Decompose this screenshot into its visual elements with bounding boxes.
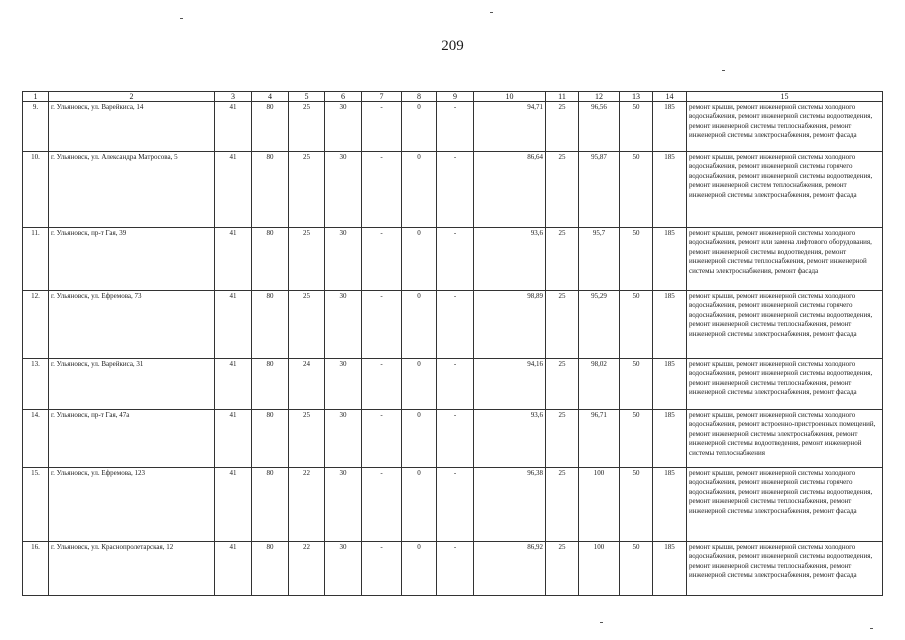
column-header: 15 [687, 92, 883, 102]
table-cell: 185 [653, 291, 687, 359]
table-cell: 98,89 [474, 291, 546, 359]
table-cell: 93,6 [474, 228, 546, 291]
work-types: ремонт крыши, ремонт инженерной системы холодного водоснабжения, ремонт или замена лифтового оборудования, ремонт инженерной системы водоотведения, ремонт инженерной системы теплоснабжения, ремонт инженерной системы электроснабжения, ремонт фасада [687, 228, 883, 291]
table-cell: 30 [325, 228, 362, 291]
table-cell: 185 [653, 410, 687, 468]
building-address: г. Ульяновск, пр-т Гая, 47а [49, 410, 215, 468]
table-cell: - [437, 410, 474, 468]
table-row [23, 468, 883, 542]
table-cell: 50 [620, 468, 653, 542]
table-cell: - [362, 542, 402, 596]
column-header: 6 [325, 92, 362, 102]
scan-speck [180, 18, 183, 19]
table-cell: 25 [546, 152, 579, 228]
table-cell: 25 [289, 410, 325, 468]
table-cell: 80 [252, 468, 289, 542]
scan-speck [722, 70, 725, 71]
building-address: г. Ульяновск, пр-т Гая, 39 [49, 228, 215, 291]
table-cell: 25 [546, 410, 579, 468]
work-types: ремонт крыши, ремонт инженерной системы холодного водоснабжения, ремонт инженерной системы горячего водоснабжения, ремонт инженерной системы водоотведения, ремонт инженерной систем теплоснабжения, ремонт инженерной системы электроснабжения, ремонт фасада [687, 152, 883, 228]
table-cell: 41 [215, 102, 252, 152]
table-cell: 30 [325, 291, 362, 359]
column-header: 1 [23, 92, 49, 102]
table-cell: 94,16 [474, 359, 546, 410]
table-cell: 95,7 [579, 228, 620, 291]
table-cell: 25 [289, 291, 325, 359]
table-cell: - [437, 228, 474, 291]
table-row [23, 542, 883, 596]
table-cell: - [362, 410, 402, 468]
table-cell: 94,71 [474, 102, 546, 152]
column-header: 14 [653, 92, 687, 102]
table-cell: 98,02 [579, 359, 620, 410]
column-header: 2 [49, 92, 215, 102]
table-cell: 80 [252, 228, 289, 291]
table-cell: 0 [402, 542, 437, 596]
table-cell: 22 [289, 468, 325, 542]
table-cell: 30 [325, 359, 362, 410]
table-cell: 96,71 [579, 410, 620, 468]
column-header: 11 [546, 92, 579, 102]
table-cell: 86,64 [474, 152, 546, 228]
column-header: 10 [474, 92, 546, 102]
table-cell: 25 [546, 468, 579, 542]
table-cell: 80 [252, 359, 289, 410]
row-number: 12. [23, 291, 49, 359]
table-cell: 100 [579, 542, 620, 596]
table-cell: 0 [402, 291, 437, 359]
table-row [23, 152, 883, 228]
table-cell: 41 [215, 542, 252, 596]
work-types: ремонт крыши, ремонт инженерной системы холодного водоснабжения, ремонт инженерной системы водоотведения, ремонт инженерной системы теплоснабжения, ремонт инженерной системы электроснабжения, ремонт фасада [687, 102, 883, 152]
table-row [23, 359, 883, 410]
table-cell: - [362, 228, 402, 291]
table-cell: 22 [289, 542, 325, 596]
table-cell: 41 [215, 152, 252, 228]
table-cell: 185 [653, 468, 687, 542]
table-cell: 0 [402, 410, 437, 468]
column-header: 12 [579, 92, 620, 102]
work-types: ремонт крыши, ремонт инженерной системы холодного водоснабжения, ремонт встроенно-пристроенных помещений, ремонт инженерной системы электроснабжения, ремонт инженерной системы водоотведения, ремонт инженерной системы теплоснабжения [687, 410, 883, 468]
page-number: 209 [441, 38, 464, 54]
table-cell: 25 [546, 542, 579, 596]
table-cell: - [362, 291, 402, 359]
table-cell: 96,56 [579, 102, 620, 152]
row-number: 9. [23, 102, 49, 152]
column-header: 5 [289, 92, 325, 102]
table-cell: 50 [620, 152, 653, 228]
table-cell: 30 [325, 410, 362, 468]
table-cell: 41 [215, 228, 252, 291]
column-header: 8 [402, 92, 437, 102]
table-cell: - [362, 152, 402, 228]
table-cell: - [362, 468, 402, 542]
work-types: ремонт крыши, ремонт инженерной системы холодного водоснабжения, ремонт инженерной системы водоотведения, ремонт инженерной системы теплоснабжения, ремонт инженерной системы электроснабжения, ремонт фасада [687, 359, 883, 410]
row-number: 11. [23, 228, 49, 291]
table-cell: 25 [546, 291, 579, 359]
table-cell: 95,29 [579, 291, 620, 359]
table-cell: 41 [215, 359, 252, 410]
table-cell: 80 [252, 152, 289, 228]
row-number: 10. [23, 152, 49, 228]
column-number-row [23, 92, 883, 102]
table-cell: - [437, 542, 474, 596]
table-cell: 25 [289, 152, 325, 228]
repair-register-table [22, 91, 883, 596]
table-cell: 0 [402, 468, 437, 542]
table-cell: 185 [653, 228, 687, 291]
table-cell: 185 [653, 152, 687, 228]
column-header: 3 [215, 92, 252, 102]
table-cell: 185 [653, 359, 687, 410]
column-header: 9 [437, 92, 474, 102]
building-address: г. Ульяновск, ул. Варейкиса, 14 [49, 102, 215, 152]
scan-speck [490, 12, 493, 13]
table-cell: 100 [579, 468, 620, 542]
table-cell: 80 [252, 542, 289, 596]
table-row [23, 291, 883, 359]
table-cell: 30 [325, 102, 362, 152]
row-number: 13. [23, 359, 49, 410]
work-types: ремонт крыши, ремонт инженерной системы холодного водоснабжения, ремонт инженерной системы горячего водоснабжения, ремонт инженерной системы водоотведения, ремонт инженерной системы теплоснабжения, ремонт инженерной системы электроснабжения, ремонт фасада [687, 291, 883, 359]
building-address: г. Ульяновск, ул. Ефремова, 123 [49, 468, 215, 542]
table-cell: 50 [620, 228, 653, 291]
table-cell: 24 [289, 359, 325, 410]
table-cell: 50 [620, 410, 653, 468]
building-address: г. Ульяновск, ул. Александра Матросова, 5 [49, 152, 215, 228]
table-cell: 86,92 [474, 542, 546, 596]
row-number: 15. [23, 468, 49, 542]
table-cell: 30 [325, 152, 362, 228]
table-row [23, 102, 883, 152]
table-cell: 0 [402, 102, 437, 152]
scan-speck [870, 628, 873, 629]
table-cell: 41 [215, 468, 252, 542]
table-cell: 95,87 [579, 152, 620, 228]
table-cell: 185 [653, 542, 687, 596]
column-header: 4 [252, 92, 289, 102]
table-cell: 30 [325, 542, 362, 596]
table-cell: 50 [620, 102, 653, 152]
table-cell: 25 [546, 102, 579, 152]
table-cell: - [437, 291, 474, 359]
column-header: 7 [362, 92, 402, 102]
table-cell: 50 [620, 359, 653, 410]
table-cell: 80 [252, 410, 289, 468]
building-address: г. Ульяновск, ул. Ефремова, 73 [49, 291, 215, 359]
table-row [23, 410, 883, 468]
table-cell: 30 [325, 468, 362, 542]
table-cell: 80 [252, 291, 289, 359]
table-cell: - [362, 359, 402, 410]
work-types: ремонт крыши, ремонт инженерной системы холодного водоснабжения, ремонт инженерной системы горячего водоснабжения, ремонт инженерной системы водоотведения, ремонт инженерной системы теплоснабжения, ремонт инженерной системы электроснабжения, ремонт фасада [687, 468, 883, 542]
row-number: 14. [23, 410, 49, 468]
table-cell: 50 [620, 291, 653, 359]
column-header: 13 [620, 92, 653, 102]
table-cell: 41 [215, 410, 252, 468]
table-cell: 0 [402, 228, 437, 291]
table-cell: 25 [546, 228, 579, 291]
table-cell: 93,6 [474, 410, 546, 468]
table-cell: 96,38 [474, 468, 546, 542]
table-row [23, 228, 883, 291]
table-cell: - [437, 102, 474, 152]
building-address: г. Ульяновск, ул. Краснопролетарская, 12 [49, 542, 215, 596]
table-cell: - [437, 359, 474, 410]
table-cell: 50 [620, 542, 653, 596]
building-address: г. Ульяновск, ул. Варейкиса, 31 [49, 359, 215, 410]
table-cell: 25 [289, 102, 325, 152]
table-cell: 41 [215, 291, 252, 359]
table-cell: 80 [252, 102, 289, 152]
table-cell: 0 [402, 152, 437, 228]
table-cell: 25 [546, 359, 579, 410]
row-number: 16. [23, 542, 49, 596]
table-cell: - [437, 468, 474, 542]
table-cell: 0 [402, 359, 437, 410]
scan-speck [600, 622, 603, 623]
table-cell: - [437, 152, 474, 228]
table-cell: - [362, 102, 402, 152]
table-cell: 185 [653, 102, 687, 152]
work-types: ремонт крыши, ремонт инженерной системы холодного водоснабжения, ремонт инженерной системы водоотведения, ремонт инженерной системы теплоснабжения, ремонт инженерной системы электроснабжения, ремонт фасада [687, 542, 883, 596]
table-cell: 25 [289, 228, 325, 291]
